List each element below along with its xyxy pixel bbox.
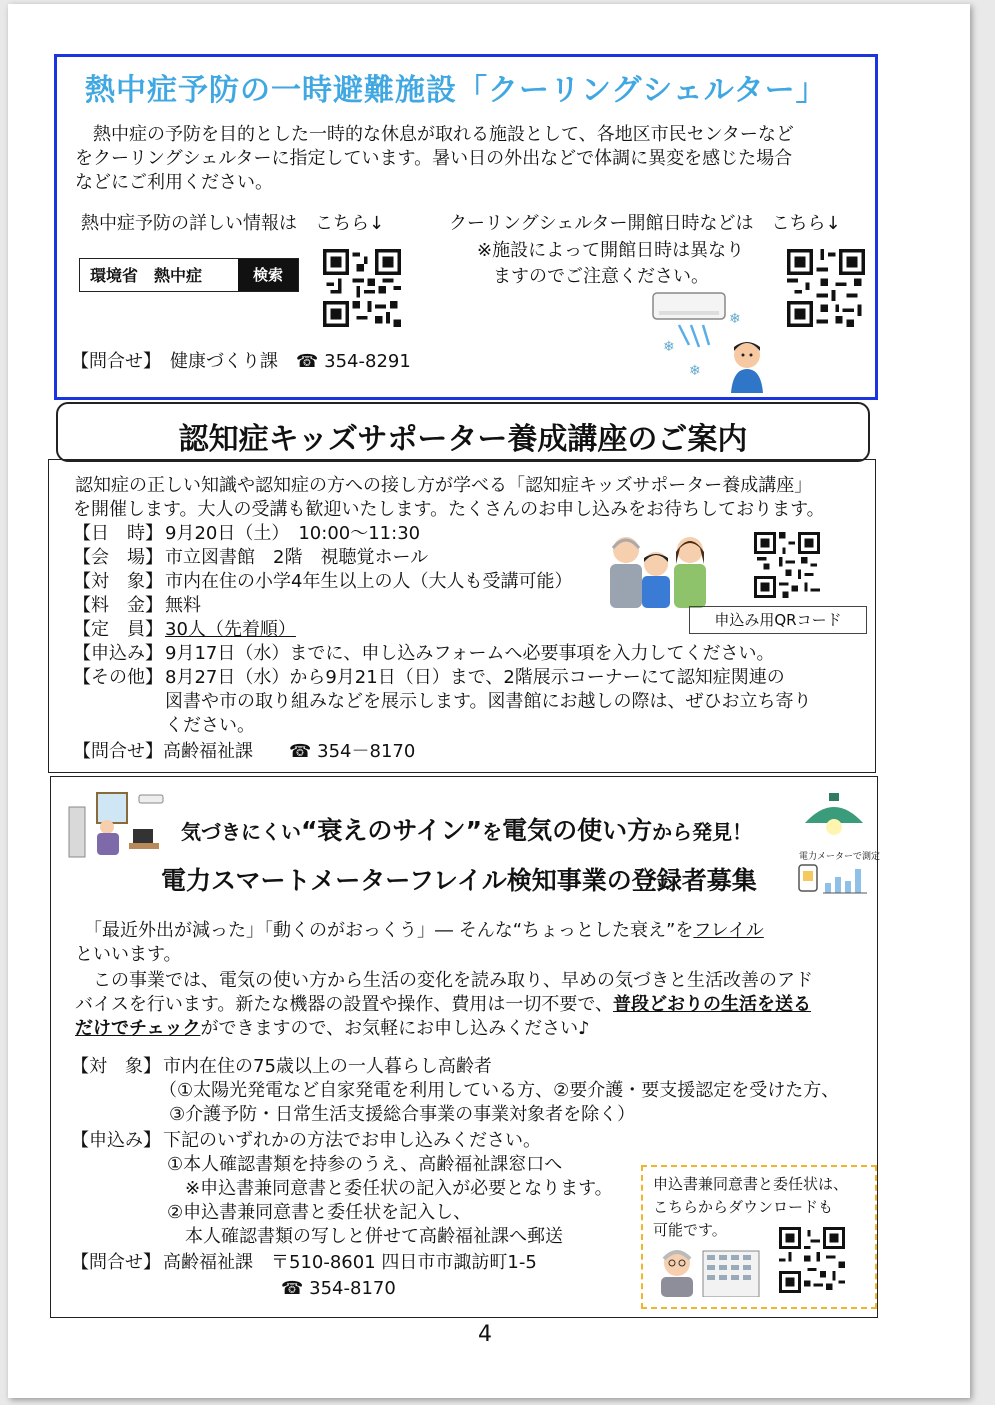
dementia-course-section: [48, 459, 876, 773]
frailty-exclusion-1: （①太陽光発電など自家発電を利用している方、②要介護・要支援認定を受けた方、: [159, 1080, 840, 1101]
cooling-shelter-para-3: などにご利用ください。: [75, 172, 273, 193]
subtitle-electricity-usage: 電気の使い方: [502, 816, 653, 845]
senior-with-forms-illustration: [657, 1245, 767, 1297]
meter-label: 電力メーターで測定: [799, 852, 881, 862]
qr-code-download[interactable]: [779, 1227, 845, 1293]
subtitle-part-3: から発見！: [652, 820, 753, 844]
download-text-3: 可能です。: [653, 1221, 727, 1239]
frailty-apply-value: 下記のいずれかの方法でお申し込みください。: [163, 1130, 541, 1151]
svg-text:❄: ❄: [689, 363, 701, 379]
frailty-term: フレイル: [693, 920, 764, 941]
row-other-label: 【その他】: [73, 667, 163, 688]
living-room-illustration: [67, 787, 167, 859]
frailty-contact-phone: ☎ 354-8170: [281, 1278, 396, 1299]
cooling-shelter-contact: 【問合せ】 健康づくり課 ☎ 354-8291: [71, 351, 411, 372]
subtitle-decline-sign: “衰えのサイン”: [301, 816, 483, 845]
row-other-cont-2: ください。: [165, 715, 255, 736]
dementia-contact: 【問合せ】高齢福祉課 ☎ 354－8170: [73, 741, 416, 762]
power-meter-chart-icon: [797, 861, 871, 895]
lamp-illustration: [799, 793, 869, 837]
svg-text:❄: ❄: [729, 311, 741, 327]
subtitle-part-2: を: [482, 820, 503, 844]
qr-code-label: 申込み用QRコード: [689, 606, 867, 634]
frailty-para-1: [75, 919, 764, 943]
qr-code-heatstroke[interactable]: [323, 249, 401, 327]
search-box[interactable]: [79, 258, 299, 292]
row-apply-label: 【申込み】: [73, 643, 163, 664]
row-fee-label: 【料 金】: [73, 595, 163, 616]
row-datetime-value: 9月20日（土） 10:00～11:30: [165, 523, 421, 544]
row-fee-value: 無料: [165, 595, 201, 616]
search-keyword: 環境省 熱中症: [90, 266, 203, 285]
cooling-shelter-para-1: 熱中症の予防を目的とした一時的な休息が取れる施設として、各地区市民センターなど: [75, 124, 794, 145]
apply-method-2-cont: 本人確認書類の写しと併せて高齢福祉課へ郵送: [185, 1226, 563, 1247]
row-other-value: 8月27日（水）から9月21日（日）まで、2階展示コーナーにて認知症関連の: [165, 667, 785, 688]
apply-method-1: ①本人確認書類を持参のうえ、高齢福祉課窓口へ: [167, 1154, 563, 1175]
frailty-para-1-text: 「最近外出が減った」「動くのがおっくう」― そんな“ちょっとした衰え”を: [75, 920, 694, 941]
qr-code-application[interactable]: [754, 532, 820, 598]
cooling-shelter-title: 熱中症予防の一時避難施設「クーリングシェルター」: [85, 73, 827, 108]
row-target-value: 市内在住の小学4年生以上の人（大人も受講可能）: [165, 571, 573, 592]
row-capacity-value: 30人（先着順）: [165, 619, 296, 640]
page: [8, 4, 970, 1398]
row-venue-value: 市立図書館 2階 視聴覚ホール: [165, 547, 429, 568]
row-other-cont-1: 図書や市の取り組みなどを展示します。図書館にお越しの際は、ぜひお立ち寄り: [165, 691, 812, 712]
row-datetime-label: 【日 時】: [73, 523, 163, 544]
dementia-course-title: 認知症キッズサポーター養成講座のご案内: [178, 422, 748, 457]
svg-text:❄: ❄: [663, 339, 675, 355]
frailty-subtitle: [181, 811, 752, 847]
download-text-2: こちらからダウンロードも: [653, 1198, 834, 1216]
row-venue-label: 【会 場】: [73, 547, 163, 568]
apply-method-2: ②申込書兼同意書と委任状を記入し、: [167, 1202, 472, 1223]
family-illustration: [604, 528, 714, 608]
row-target-label: 【対 象】: [73, 571, 163, 592]
frailty-contact-label: 【問合せ】: [71, 1252, 161, 1273]
frailty-title: 電力スマートメーターフレイル検知事業の登録者募集: [161, 866, 757, 895]
frailty-emphasis-1: 普段どおりの生活を送る: [613, 994, 812, 1015]
frailty-para-2: この事業では、電気の使い方から生活の変化を読み取り、早めの気づきと生活改善のアド: [75, 970, 813, 991]
frailty-emphasis-2: だけでチェック: [75, 1018, 201, 1039]
frailty-target-value: 市内在住の75歳以上の一人暮らし高齢者: [163, 1056, 492, 1077]
cooling-shelter-info-text: クーリングシェルター開館日時などは こちら↓: [449, 213, 841, 234]
dementia-para-1: 認知症の正しい知識や認知症の方への接し方が学べる「認知症キッズサポーター養成講座」: [57, 475, 813, 496]
row-capacity-label: 【定 員】: [73, 619, 163, 640]
frailty-para-4-text: ができますので、お気軽にお申し込みください♪: [200, 1018, 590, 1039]
heatstroke-info-text: 熱中症予防の詳しい情報は こちら↓: [81, 213, 385, 234]
frailty-target-label: 【対 象】: [71, 1056, 161, 1077]
frailty-apply-label: 【申込み】: [71, 1130, 161, 1151]
dementia-para-2: を開催します。大人の受講も歓迎いたします。たくさんのお申し込みをお待ちしております。: [73, 499, 825, 520]
download-box: [641, 1165, 877, 1309]
page-number: 4: [478, 1322, 492, 1347]
frailty-contact-address: 高齢福祉課 〒510-8601 四日市市諏訪町1-5: [163, 1252, 537, 1273]
dementia-course-header: [56, 402, 870, 462]
air-conditioner-illustration: [649, 289, 769, 393]
opening-hours-note-1: ※施設によって開館日時は異なり: [477, 240, 745, 261]
frailty-para-3-text: バイスを行います。新たな機器の設置や操作、費用は一切不要で、: [75, 994, 614, 1015]
cooling-shelter-para-2: をクーリングシェルターに指定しています。暑い日の外出などで体調に異変を感じた場合: [75, 148, 793, 169]
frailty-para-4: [75, 1017, 590, 1041]
opening-hours-note-2: ますのでご注意ください。: [493, 266, 709, 287]
apply-method-1-note: ※申込書兼同意書と委任状の記入が必要となります。: [185, 1178, 613, 1199]
subtitle-part-1: 気づきにくい: [181, 820, 301, 844]
cooling-shelter-section: [54, 54, 878, 400]
frailty-exclusion-2: ③介護予防・日常生活支援総合事業の事業対象者を除く）: [169, 1104, 636, 1125]
frailty-para-1-end: といいます。: [75, 944, 182, 965]
download-text-1: 申込書兼同意書と委任状は、: [653, 1175, 849, 1193]
frailty-detection-section: [50, 776, 881, 1318]
frailty-para-3: [75, 993, 811, 1017]
row-apply-value: 9月17日（水）までに、申し込みフォームへ必要事項を入力してください。: [165, 643, 775, 664]
qr-code-cooling-shelter[interactable]: [787, 249, 865, 327]
search-button[interactable]: 検索: [238, 259, 298, 291]
